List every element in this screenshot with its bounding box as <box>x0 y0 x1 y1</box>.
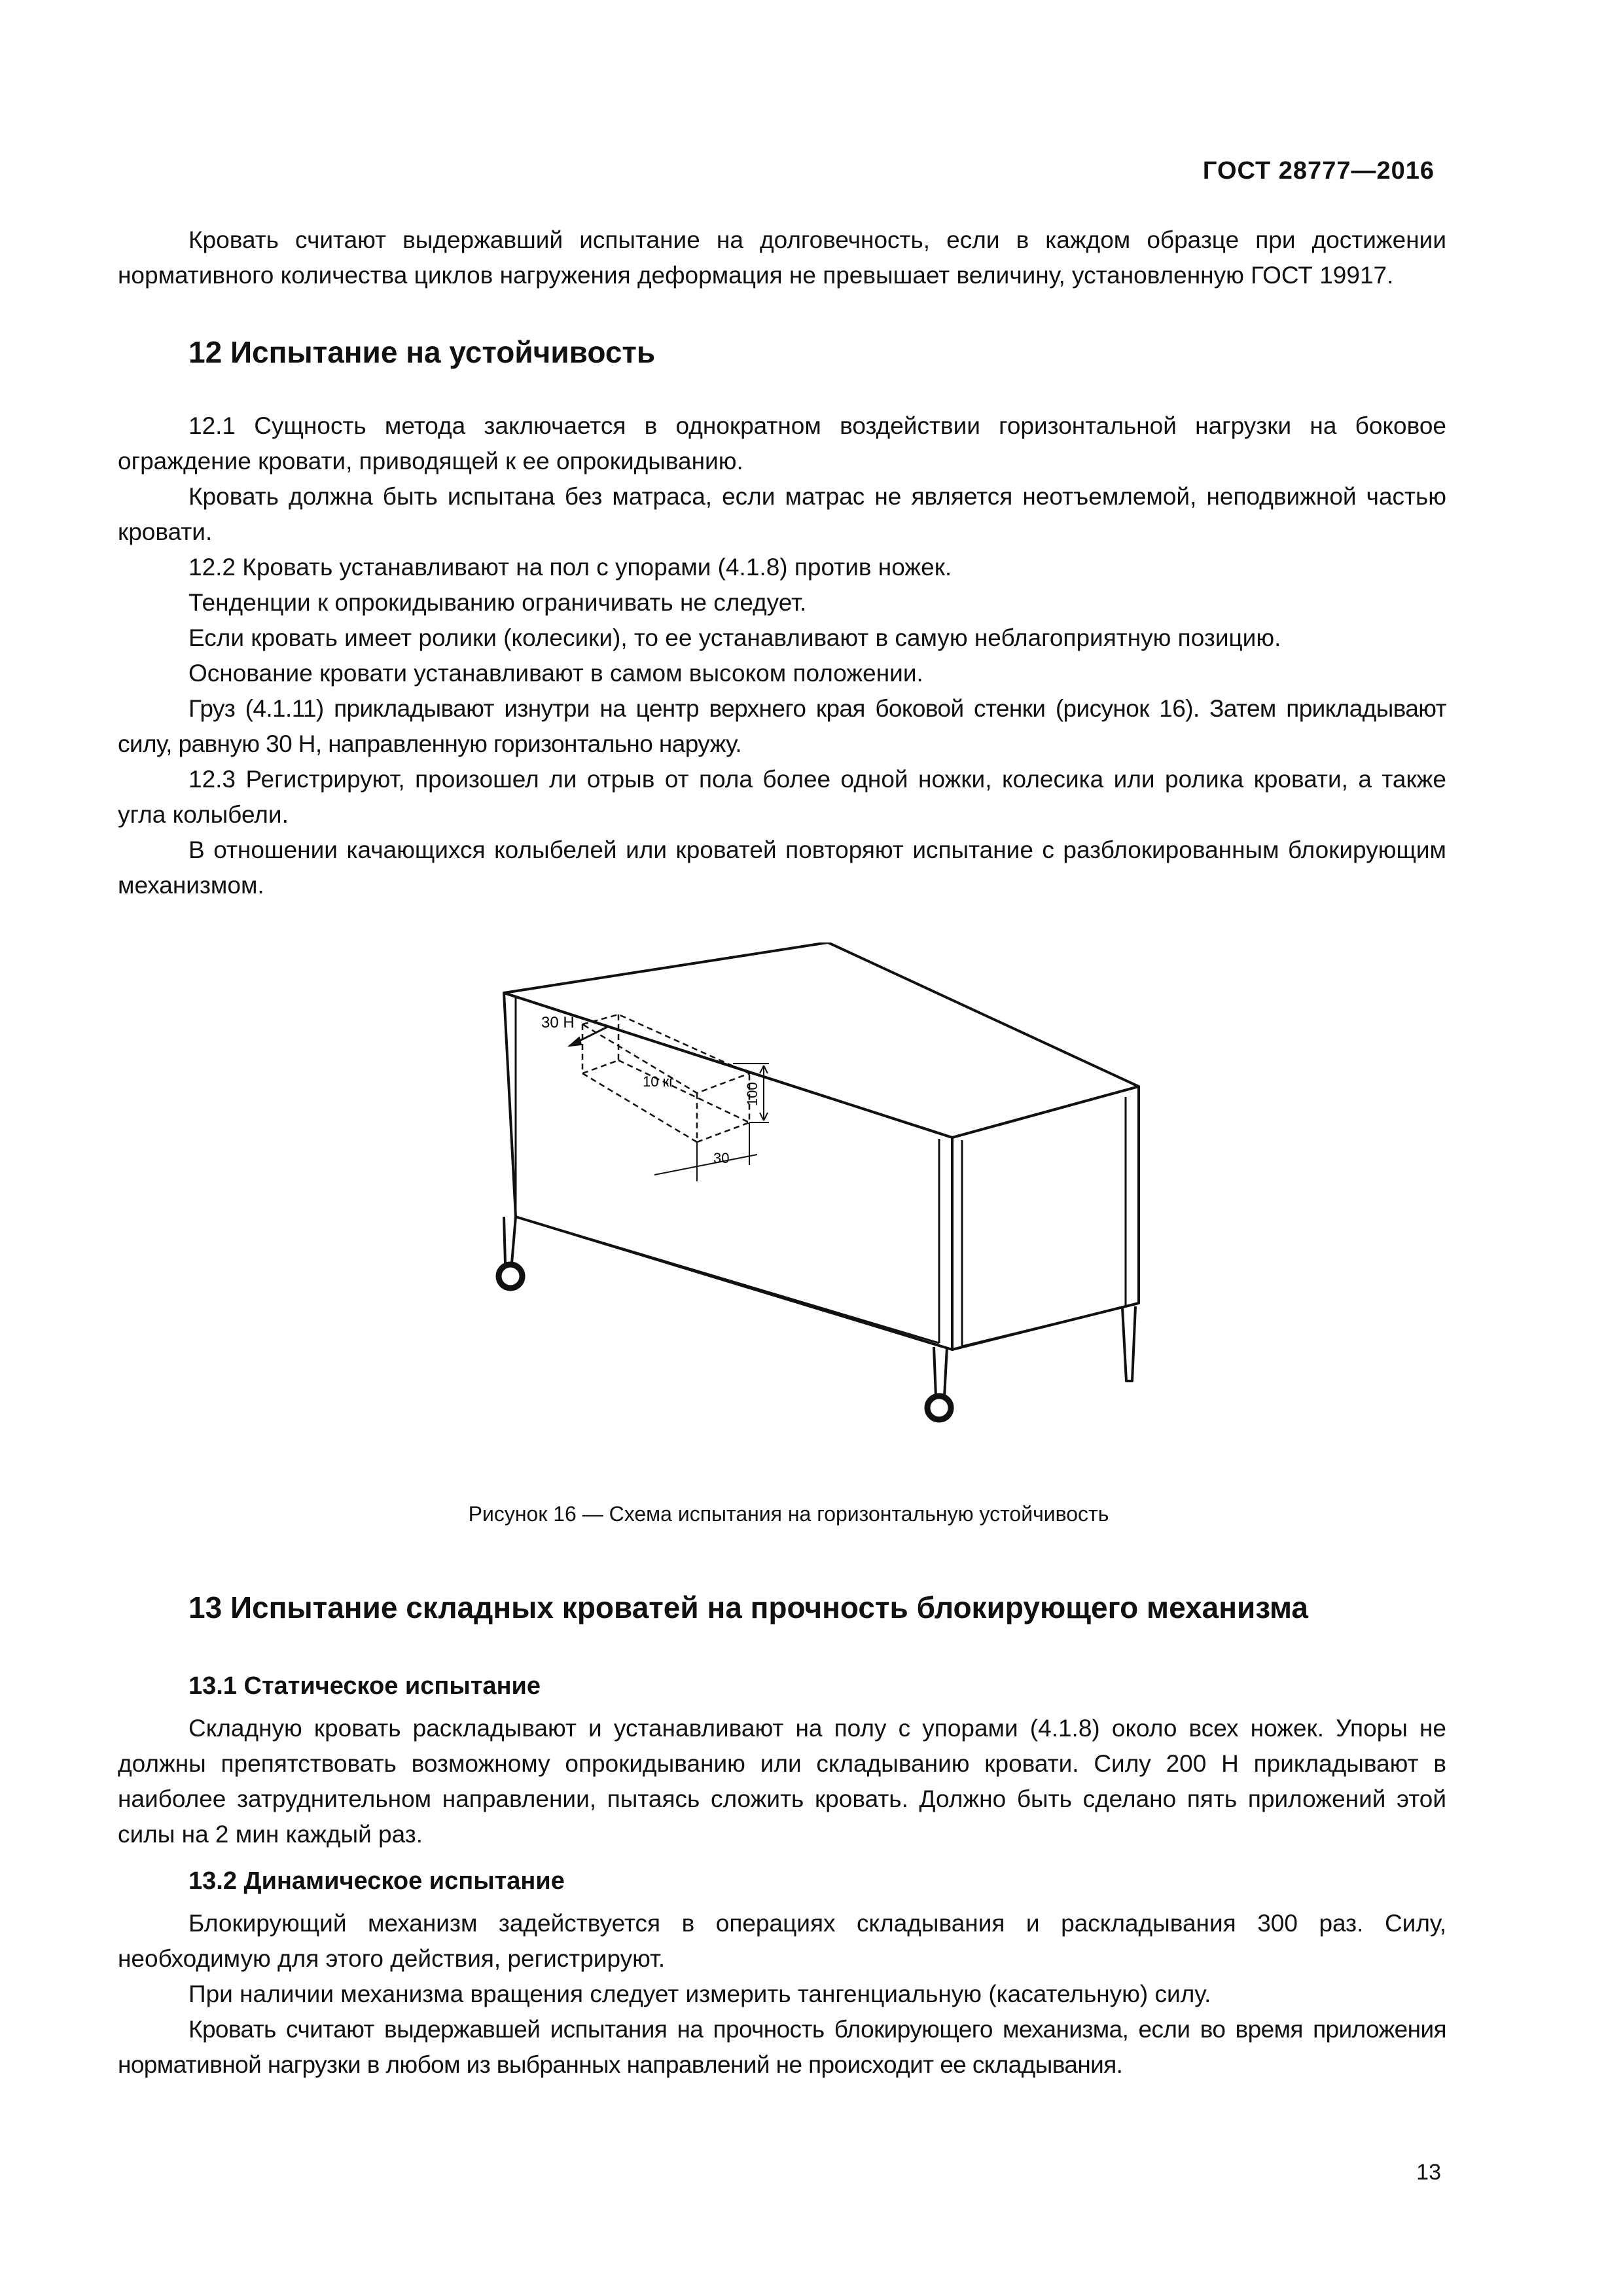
bed-leg-front-left <box>504 1217 516 1263</box>
bed-front-panel <box>504 993 952 1350</box>
section-12-title: 12 Испытание на устойчивость <box>188 335 656 369</box>
paragraph-12-3: 12.3 Регистрируют, произошел ли отрыв от пола более одной ножки, колесика или ролика кровати, а также угла колыбели. <box>118 766 1446 828</box>
height-label: 100 <box>744 1082 760 1106</box>
paragraph-12-1b: Кровать должна быть испытана без матраса, если матрас не является неотъемлемой, неподвижной частью кровати. <box>118 483 1446 545</box>
bed-stability-diagram <box>494 942 1201 1492</box>
paragraph-12-2d: Основание кровати устанавливают в самом высоком положении. <box>188 660 923 687</box>
force-label: 30 Н <box>541 1014 575 1031</box>
figure-16 <box>118 942 1446 1492</box>
width-label: 30 <box>713 1150 730 1166</box>
mass-label: 10 кг <box>643 1073 675 1090</box>
paragraph-12-1: 12.1 Сущность метода заключается в однократном воздействии горизонтальной нагрузки на боковое ограждение кровати, приводящей к ее опрокидыванию. <box>118 412 1446 475</box>
paragraph-12-2b: Тенденции к опрокидыванию ограничивать не следует. <box>188 589 807 616</box>
caster-left <box>499 1265 522 1288</box>
section-13-title: 13 Испытание складных кроватей на прочность блокирующего механизма <box>188 1590 1309 1624</box>
paragraph-12-2c: Если кровать имеет ролики (колесики), то ее устанавливают в самую неблагоприятную позицию. <box>188 624 1281 651</box>
paragraph-12-2e: Груз (4.1.11) прикладывают изнутри на центр верхнего края боковой стенки (рисунок 16). Затем прикладывают силу, равную 30 Н, направленную горизонтально наружу. <box>118 695 1446 757</box>
paragraph-12-3b: В отношении качающихся колыбелей или кроватей повторяют испытание с разблокированным блокирующим механизмом. <box>118 836 1446 899</box>
subsection-13-2-title: 13.2 Динамическое испытание <box>188 1867 565 1895</box>
figure-caption: Рисунок 16 — Схема испытания на горизонтальную устойчивость <box>468 1502 1109 1526</box>
bed-leg-front-right <box>934 1347 947 1397</box>
page-number: 13 <box>1416 2160 1441 2185</box>
caster-right <box>927 1396 951 1420</box>
paragraph-13-2: Блокирующий механизм задействуется в операциях складывания и раскладывания 300 раз. Силу, необходимую для этого действия, регистрируют. <box>118 1910 1446 1972</box>
paragraph-12-2: 12.2 Кровать устанавливают на пол с упорами (4.1.8) против ножек. <box>188 554 952 581</box>
force-arrow <box>569 1037 581 1046</box>
page-content <box>118 223 1446 2083</box>
paragraph-13-1: Складную кровать раскладывают и устанавливают на полу с упорами (4.1.8) около всех ножек. Упоры не должны препятствовать возможному опрокидыванию или складыванию кровати. Силу 200 Н прикладывают в наиболее затруднительном направлении, пытаясь сложить кровать. Должно быть сделано пять приложений этой силы на 2 мин каждый раз. <box>118 1715 1446 1848</box>
subsection-13-1-title: 13.1 Статическое испытание <box>188 1672 541 1700</box>
bed-leg-back-right <box>1122 1306 1135 1381</box>
paragraph-13-2c: Кровать считают выдержавшей испытания на прочность блокирующего механизма, если во время приложения нормативной нагрузки в любом из выбранных направлений не происходит ее складывания. <box>118 2016 1446 2078</box>
document-code: ГОСТ 28777—2016 <box>1202 157 1435 185</box>
paragraph-13-2b: При наличии механизма вращения следует измерить тангенциальную (касательную) силу. <box>188 1981 1211 2007</box>
bed-top-rim <box>504 942 1139 1138</box>
intro-paragraph: Кровать считают выдержавший испытание на долговечность, если в каждом образце при достижении нормативного количества циклов нагружения деформация не превышает величину, установленную ГОСТ 19917. <box>118 226 1446 289</box>
